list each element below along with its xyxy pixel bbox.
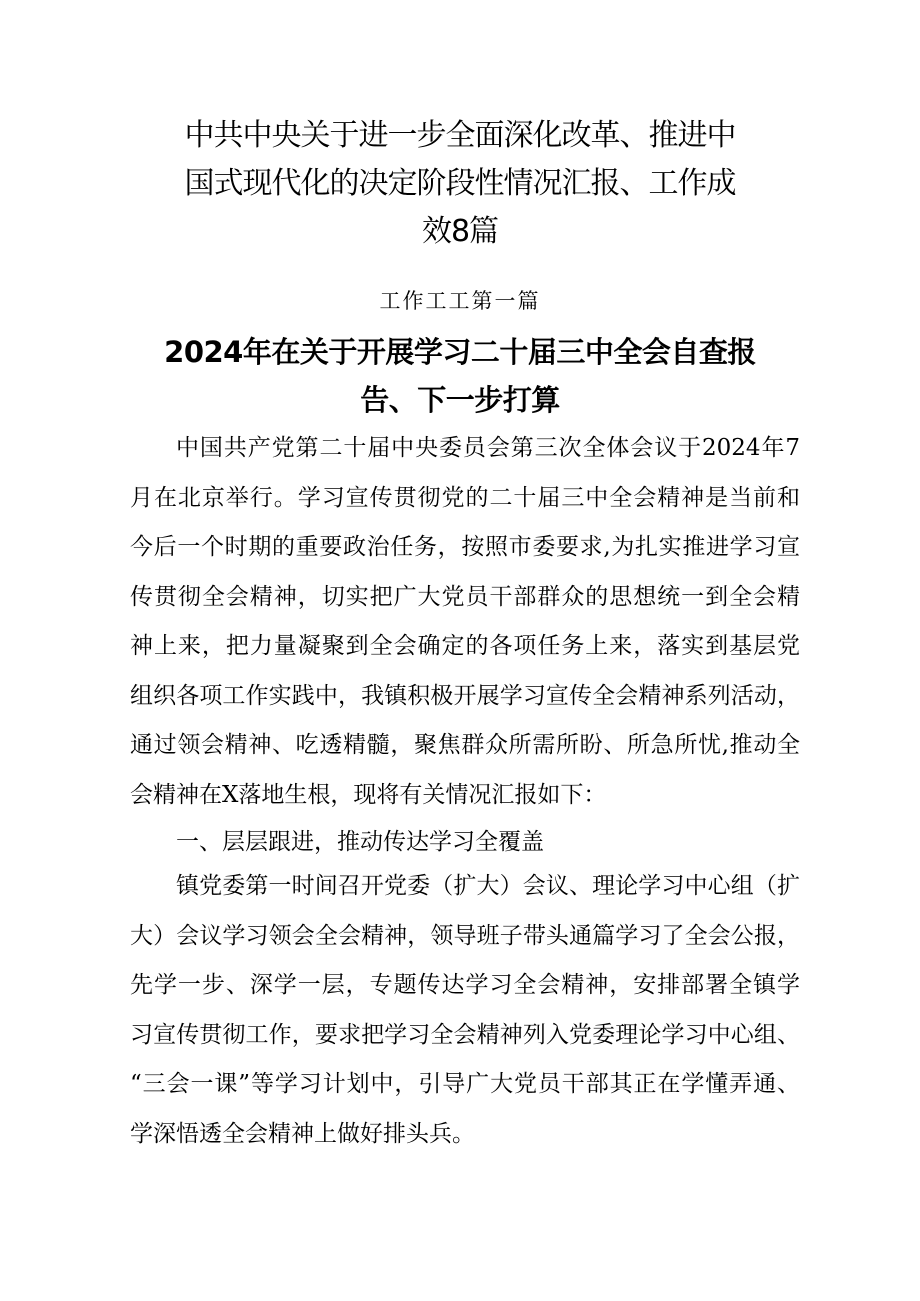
- paragraph-line: 中国共产党第二十届中央委员会第三次全体会议于2024年7: [176, 435, 800, 461]
- section-title: [150, 328, 770, 424]
- paragraph-line: 镇党委第一时间召开党委（扩大）会议、理论学习中心组（扩: [176, 873, 800, 899]
- paragraph-line: 今后一个时期的重要政治任务，按照市委要求,为扎实推进学习宣: [130, 534, 800, 560]
- paragraph-line: 大）会议学习领会全会精神，领导班子带头通篇学习了全会公报，: [130, 922, 800, 949]
- paragraph-line: 神上来，把力量凝聚到全会确定的各项任务上来，落实到基层党: [130, 633, 800, 659]
- title-line: 效8篇: [421, 214, 499, 249]
- paragraph-line: 月在北京举行。学习宣传贯彻党的二十届三中全会精神是当前和: [130, 484, 800, 511]
- paragraph-line: 习宣传贯彻工作，要求把学习全会精神列入党委理论学习中心组、: [130, 1021, 800, 1048]
- paragraph-line: 通过领会精神、吃透精髓，聚焦群众所需所盼、所急所忧,推动全: [130, 732, 800, 758]
- paragraph-line: 会精神在X落地生根，现将有关情况汇报如下：: [130, 781, 607, 808]
- paragraph-line: 传贯彻全会精神，切实把广大党员干部群众的思想统一到全会精: [130, 583, 800, 610]
- subtitle-line: 2024年在关于开展学习二十届三中全会自查报: [164, 335, 756, 369]
- paragraph-line: 先学一步、深学一层，专题传达学习全会精神，安排部署全镇学: [130, 972, 800, 998]
- paragraph-body: [130, 862, 800, 1159]
- paragraph-line: “三会一课”等学习计划中，引导广大党员干部其正在学懂弄通、: [130, 1071, 800, 1097]
- paragraph-line: 组织各项工作实践中，我镇积极开展学习宣传全会精神系列活动，: [130, 682, 800, 709]
- heading-line: 一、层层跟进，推动传达学习全覆盖: [176, 829, 544, 855]
- section-heading: [130, 818, 800, 868]
- paragraph-intro: [130, 424, 800, 820]
- section-label: 工作工工第一篇: [379, 289, 541, 313]
- document-title: [150, 112, 770, 256]
- subtitle-line: 告、下一步打算: [360, 383, 560, 417]
- title-line: 国式现代化的决定阶段性情况汇报、工作成: [184, 166, 736, 201]
- paragraph-line: 学深悟透全会精神上做好排头兵。: [130, 1120, 475, 1147]
- title-line: 中共中央关于进一步全面深化改革、推进中: [184, 118, 736, 153]
